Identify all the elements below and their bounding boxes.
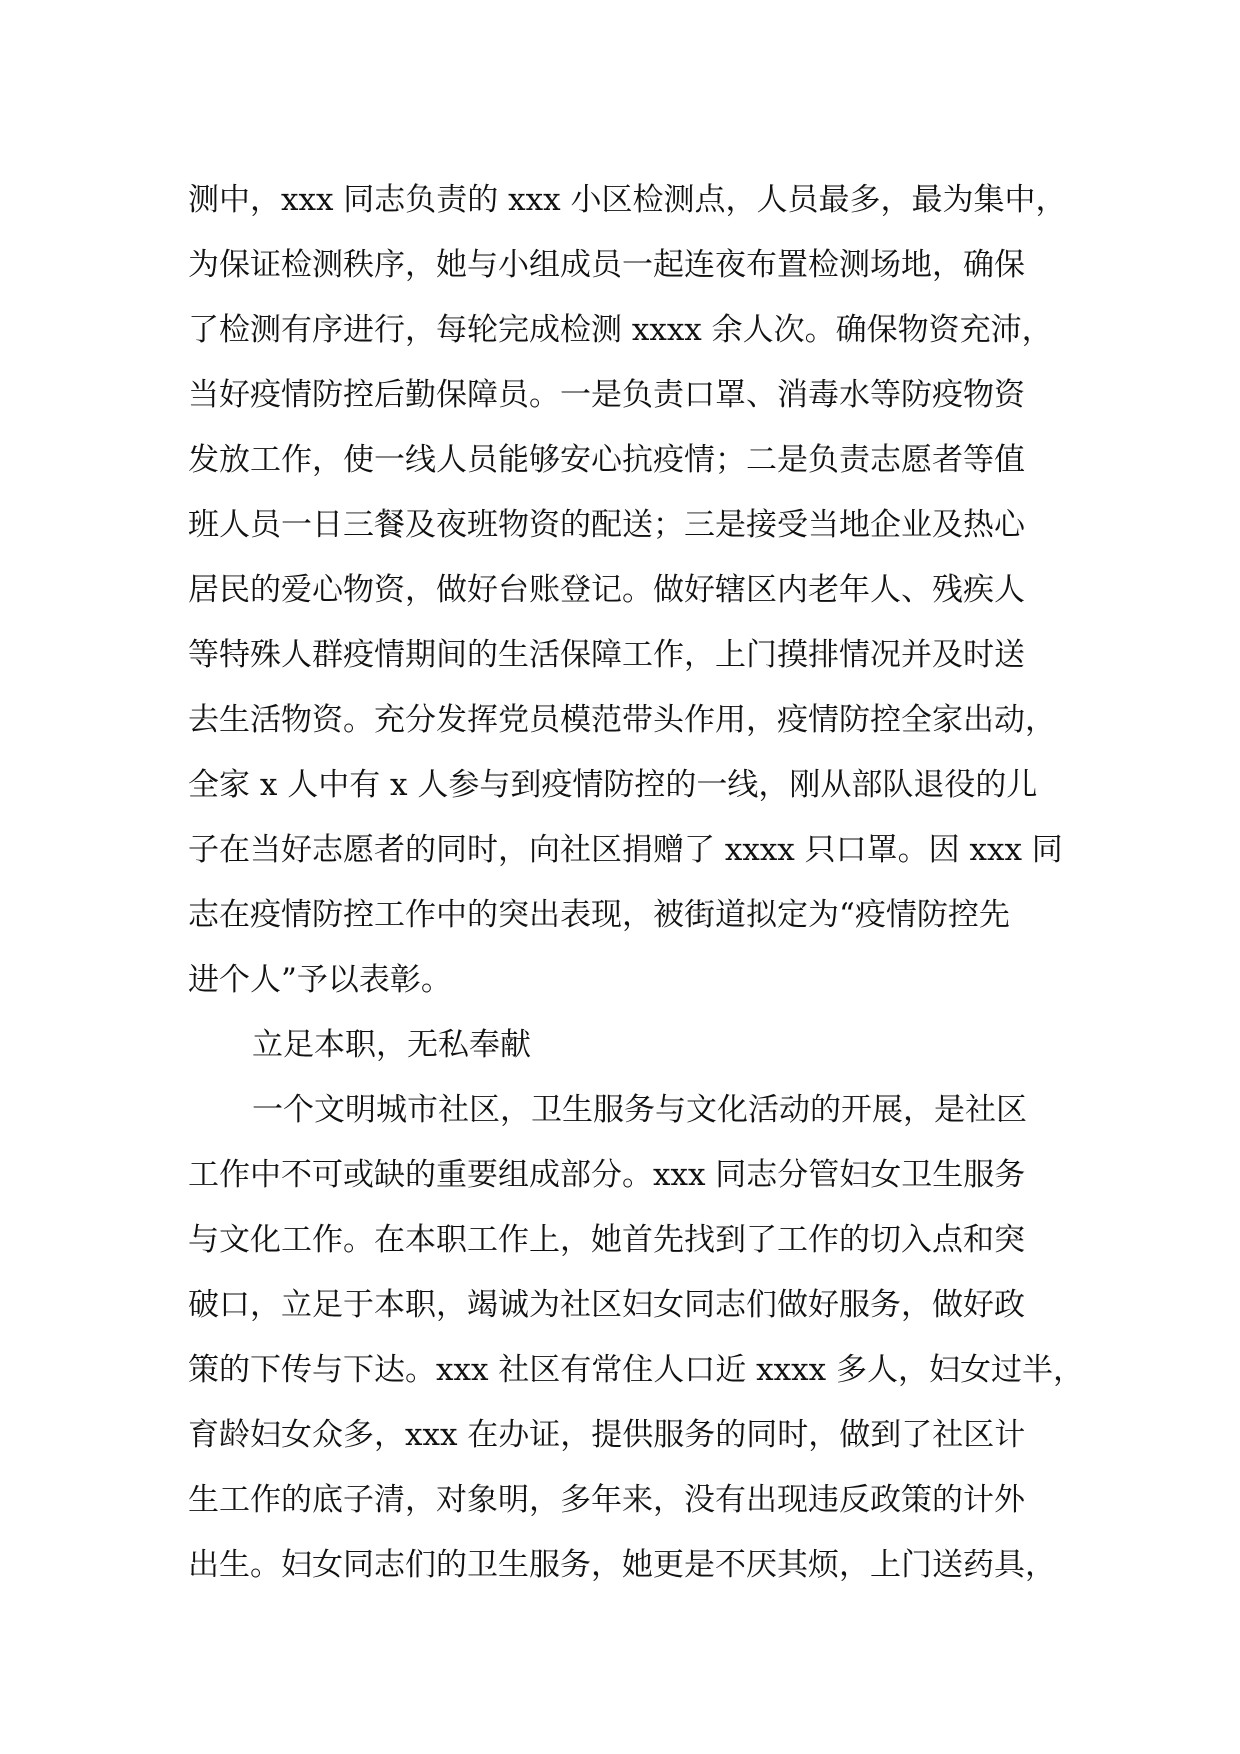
body-line: 当好疫情防控后勤保障员。一是负责口罩、消毒水等防疫物资 xyxy=(188,377,1025,413)
body-line: 志在疫情防控工作中的突出表现，被街道拟定为“疫情防控先 xyxy=(188,897,1010,933)
body-line: 等特殊人群疫情期间的生活保障工作，上门摸排情况并及时送 xyxy=(188,637,1025,673)
body-line: 破口，立足于本职，竭诚为社区妇女同志们做好服务，做好政 xyxy=(188,1287,1025,1323)
body-line: 居民的爱心物资，做好台账登记。做好辖区内老年人、残疾人 xyxy=(188,572,1025,608)
body-line: 育龄妇女众多，xxx 在办证，提供服务的同时，做到了社区计 xyxy=(188,1417,1026,1453)
body-line: 全家 x 人中有 x 人参与到疫情防控的一线，刚从部队退役的儿 xyxy=(188,767,1038,803)
body-line: 与文化工作。在本职工作上，她首先找到了工作的切入点和突 xyxy=(188,1222,1025,1258)
body-line: 发放工作，使一线人员能够安心抗疫情；二是负责志愿者等值 xyxy=(188,442,1025,478)
body-line: 一个文明城市社区，卫生服务与文化活动的开展，是社区 xyxy=(252,1092,1027,1128)
section-heading: 立足本职，无私奉献 xyxy=(252,1027,531,1063)
body-line: 测中，xxx 同志负责的 xxx 小区检测点，人员最多，最为集中， xyxy=(188,182,1067,218)
body-line: 班人员一日三餐及夜班物资的配送；三是接受当地企业及热心 xyxy=(188,507,1025,543)
document-body xyxy=(188,168,1088,1598)
body-line: 策的下传与下达。xxx 社区有常住人口近 xxxx 多人，妇女过半， xyxy=(188,1352,1084,1388)
body-line: 子在当好志愿者的同时，向社区捐赠了 xxxx 只口罩。因 xxx 同 xyxy=(188,832,1063,868)
body-line: 生工作的底子清，对象明，多年来，没有出现违反政策的计外 xyxy=(188,1482,1025,1518)
body-line: 了检测有序进行，每轮完成检测 xxxx 余人次。确保物资充沛， xyxy=(188,312,1053,348)
body-line: 为保证检测秩序，她与小组成员一起连夜布置检测场地，确保 xyxy=(188,247,1025,283)
body-line: 进个人”予以表彰。 xyxy=(188,962,452,998)
body-line: 去生活物资。充分发挥党员模范带头作用，疫情防控全家出动， xyxy=(188,702,1056,738)
body-line: 出生。妇女同志们的卫生服务，她更是不厌其烦，上门送药具， xyxy=(188,1547,1056,1583)
body-line: 工作中不可或缺的重要组成部分。xxx 同志分管妇女卫生服务 xyxy=(188,1157,1026,1193)
